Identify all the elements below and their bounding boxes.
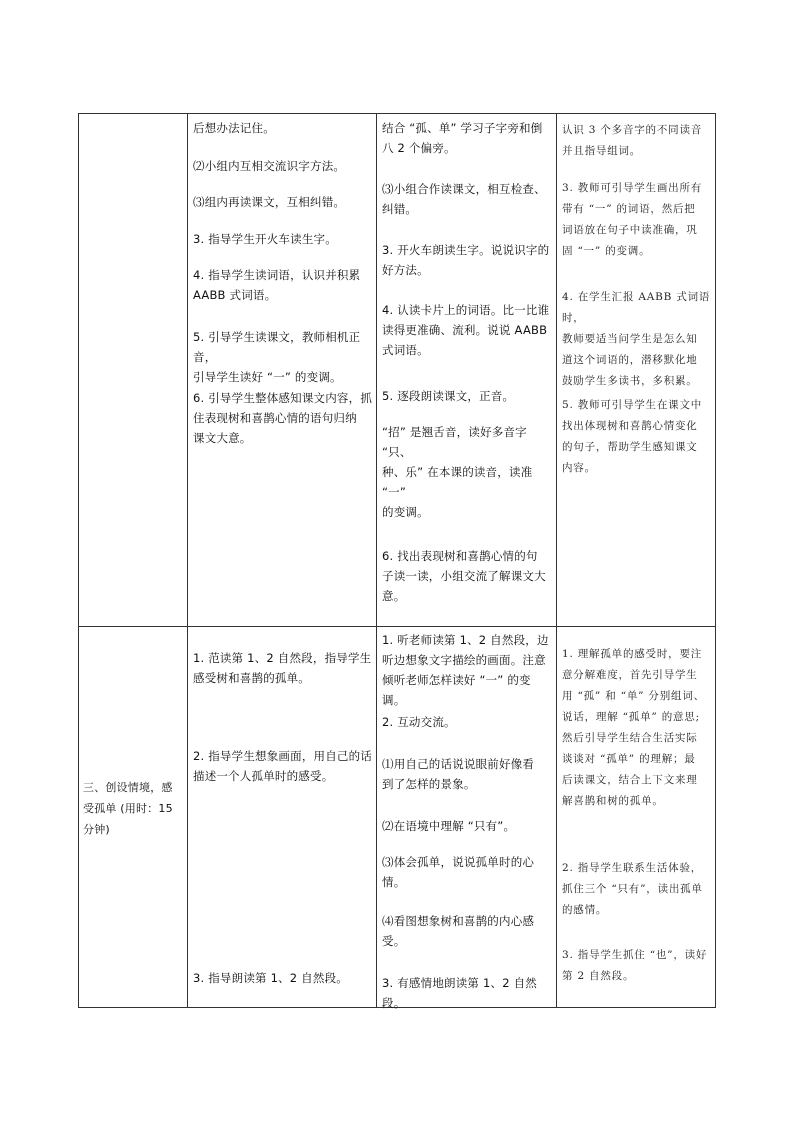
teacher-step: 6. 引导学生整体感知课文内容，抓 住表现树和喜鹊心情的语句归纳 课文大意。 xyxy=(193,391,373,445)
design-note: 2. 指导学生联系生活体验， 抓住三个 “只有”，读出孤单 的感情。 xyxy=(562,862,703,916)
teacher-step: 1. 范读第 1、2 自然段，指导学生 感受树和喜鹊的孤单。 xyxy=(193,651,372,685)
design-note: 5. 教师可引导学生在课文中 找出体现树和喜鹊心情变化 的句子，帮助学生感知课文 内容。 xyxy=(562,399,703,474)
teacher-step: ⑶组内再读课文，互相纠错。 xyxy=(193,195,346,209)
student-step: 2. 互动交流。 xyxy=(382,715,456,729)
teacher-step: 后想办法记住。 xyxy=(193,121,275,135)
teacher-step: ⑵小组内互相交流识字方法。 xyxy=(193,159,346,173)
student-step: 4. 认读卡片上的词语。比一比谁 读得更准确、流利。说说 AABB 式词语。 xyxy=(382,303,550,357)
design-note: 3. 指导学生抓住 “也”，读好 第 2 自然段。 xyxy=(562,949,708,982)
design-note: 3. 教师可引导学生画出所有 带有 “一” 的词语，然后把 词语放在句子中读准确，巩 固 “一” 的变调。 xyxy=(562,182,703,257)
teacher-step: 5. 引导学生读课文，教师相机正音， 引导学生读好 “一” 的变调。 xyxy=(193,330,361,384)
student-step: ⑷看图想象树和喜鹊的内心感 受。 xyxy=(382,914,535,948)
column-divider xyxy=(556,114,557,1007)
design-note: 4. 在学生汇报 AABB 式词语时， 教师要适当问学生是怎么知 道这个词语的，潜移默化地 鼓励学生多读书，多积累。 xyxy=(562,291,711,387)
lesson-plan-table xyxy=(78,113,716,1008)
student-step: 5. 逐段朗读课文，正音。 xyxy=(382,389,515,403)
student-step: 6. 找出表现树和喜鹊心情的句 子读一读，小组交流了解课文大 意。 xyxy=(382,549,546,603)
column-divider xyxy=(187,114,188,1007)
design-note: 认识 3 个多音字的不同读音 并且指导组词。 xyxy=(562,124,703,157)
row-divider xyxy=(79,626,715,627)
design-note: 1. 理解孤单的感受时，要注 意分解难度，首先引导学生 用 “孤” 和 “单” 分别组词、 说话，理解 “孤单” 的意思; 然后引导学生结合生活实际 谈谈对 “孤单” 的理解；最 后读课文，结合上下文来理 解喜鹊和树的孤单。 xyxy=(562,648,705,807)
student-step: ⑶小组合作读课文，相互检查、 纠错。 xyxy=(382,182,546,216)
student-step: 3. 有感情地朗读第 1、2 自然段。 xyxy=(382,976,537,1010)
student-step: ⑵在语境中理解 “只有”。 xyxy=(382,819,516,833)
column-divider xyxy=(376,114,377,1007)
student-step: ⑴用自己的话说说眼前好像看 到了怎样的景象。 xyxy=(382,757,535,791)
student-step: 1. 听老师读第 1、2 自然段，边 听边想象文字描绘的画面。注意 倾听老师怎样读好 “一” 的变调。 xyxy=(382,633,549,707)
teacher-step: 3. 指导学生开火车读生字。 xyxy=(193,232,337,246)
student-step: 结合 “孤、单” 学习子字旁和倒 八 2 个偏旁。 xyxy=(382,121,543,155)
student-step: “招” 是翘舌音，读好多音字 “只、 种、乐” 在本课的读音，读准 “一” 的变调。 xyxy=(382,425,533,519)
student-step: ⑶体会孤单，说说孤单时的心 情。 xyxy=(382,855,535,889)
teacher-step: 3. 指导朗读第 1、2 自然段。 xyxy=(193,971,348,985)
teacher-step: 2. 指导学生想象画面，用自己的话 描述一个人孤单时的感受。 xyxy=(193,749,373,783)
teacher-step: 4. 指导学生读词语，认识并积累 AABB 式词语。 xyxy=(193,268,361,302)
section-title: 三、创设情境，感 受孤单 (用时：15 分钟) xyxy=(83,781,173,836)
student-step: 3. 开火车朗读生字。说说识字的 好方法。 xyxy=(382,243,550,277)
